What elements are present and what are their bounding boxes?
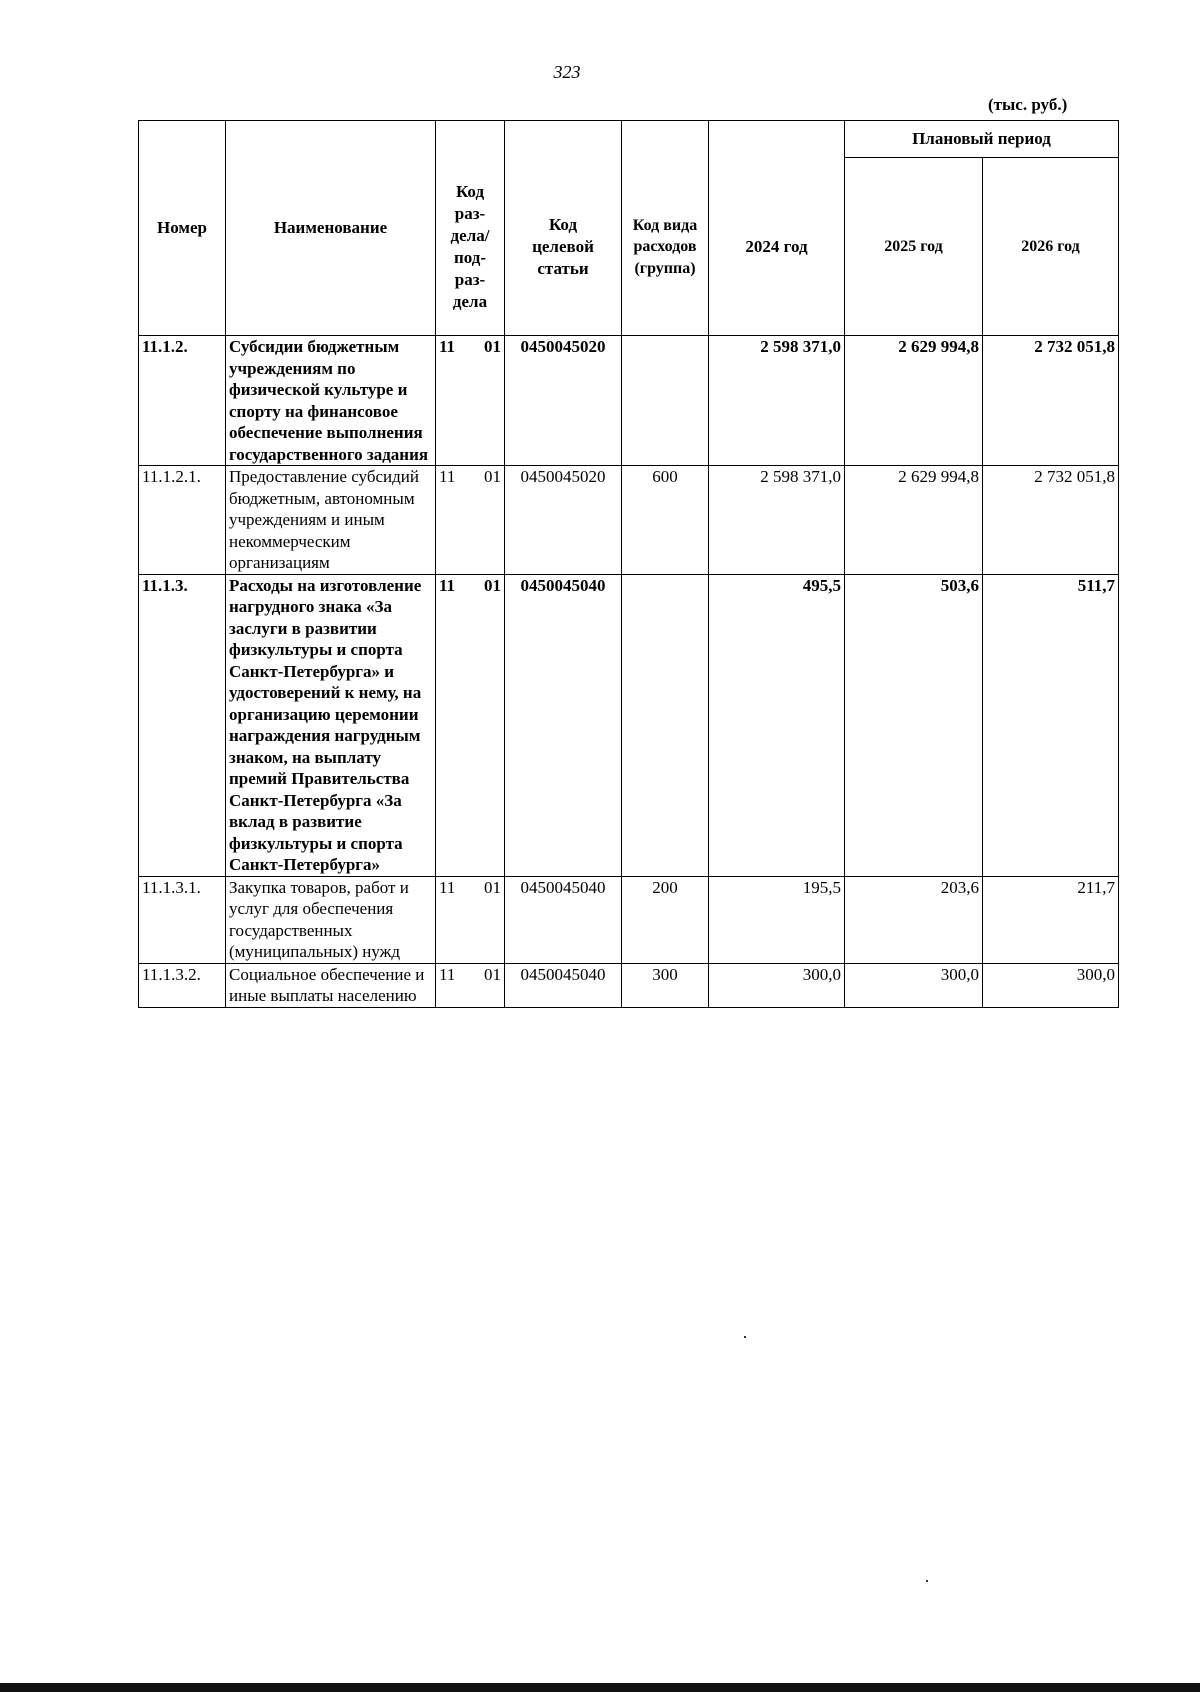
subrazdel-code: 01 bbox=[484, 964, 501, 984]
row-target: 0450045040 bbox=[505, 574, 622, 876]
row-2025: 503,6 bbox=[845, 574, 983, 876]
razdel-wrap bbox=[439, 575, 501, 597]
row-2024: 2 598 371,0 bbox=[709, 336, 845, 466]
row-2026: 300,0 bbox=[983, 963, 1119, 1007]
table-row bbox=[139, 466, 1119, 575]
row-number: 11.1.3.2. bbox=[139, 963, 226, 1007]
row-razdel bbox=[436, 336, 505, 466]
razdel-code: 11 bbox=[439, 337, 456, 356]
row-2024: 195,5 bbox=[709, 876, 845, 963]
units-label: (тыс. руб.) bbox=[988, 95, 1068, 114]
header-expense-type bbox=[622, 121, 709, 336]
header-target-text: Код целевой статьи bbox=[532, 215, 594, 278]
row-2025: 2 629 994,8 bbox=[845, 336, 983, 466]
header-razdel-text: Код раз-дела/ под-раз-дела bbox=[450, 182, 490, 311]
razdel-wrap bbox=[439, 877, 501, 899]
row-razdel bbox=[436, 466, 505, 575]
page-number: 323 bbox=[553, 62, 581, 82]
row-number: 11.1.3.1. bbox=[139, 876, 226, 963]
row-2026: 2 732 051,8 bbox=[983, 466, 1119, 575]
razdel-code: 11 bbox=[439, 575, 456, 595]
row-expense-type: 600 bbox=[622, 466, 709, 575]
razdel-code: 11 bbox=[439, 964, 456, 984]
table-row bbox=[139, 963, 1119, 1007]
row-2024: 300,0 bbox=[709, 963, 845, 1007]
row-target: 0450045040 bbox=[505, 876, 622, 963]
subrazdel-code: 01 bbox=[484, 337, 501, 356]
header-razdel bbox=[436, 121, 505, 336]
row-target: 0450045020 bbox=[505, 336, 622, 466]
row-name: Социальное обеспечение и иные выплаты населению bbox=[226, 963, 436, 1007]
row-2026: 2 732 051,8 bbox=[983, 336, 1119, 466]
table-row bbox=[139, 876, 1119, 963]
row-razdel bbox=[436, 876, 505, 963]
subrazdel-code: 01 bbox=[484, 575, 501, 595]
row-razdel bbox=[436, 963, 505, 1007]
subrazdel-code: 01 bbox=[484, 467, 501, 486]
scan-speck bbox=[926, 1580, 928, 1582]
row-razdel bbox=[436, 574, 505, 876]
row-2025: 203,6 bbox=[845, 876, 983, 963]
table-row bbox=[139, 574, 1119, 876]
scan-speck bbox=[744, 1336, 746, 1338]
razdel-wrap bbox=[439, 466, 501, 488]
row-2025: 300,0 bbox=[845, 963, 983, 1007]
row-name: Субсидии бюджетным учреждениям по физической культуре и спорту на финансовое обеспечение выполнения государственного задания bbox=[226, 336, 436, 466]
row-expense-type bbox=[622, 336, 709, 466]
row-target: 0450045020 bbox=[505, 466, 622, 575]
table-row bbox=[139, 336, 1119, 466]
header-2026: 2026 год bbox=[983, 158, 1119, 336]
header-name: Наименование bbox=[226, 121, 436, 336]
row-target: 0450045040 bbox=[505, 963, 622, 1007]
subrazdel-code: 01 bbox=[484, 877, 501, 897]
row-expense-type bbox=[622, 574, 709, 876]
row-2026: 511,7 bbox=[983, 574, 1119, 876]
header-planned-period: Плановый период bbox=[845, 121, 1119, 158]
row-expense-type: 300 bbox=[622, 963, 709, 1007]
row-name: Закупка товаров, работ и услуг для обеспечения государственных (муниципальных) нужд bbox=[226, 876, 436, 963]
razdel-code: 11 bbox=[439, 877, 456, 897]
row-name: Расходы на изготовление нагрудного знака «За заслуги в развитии физкультуры и спорта Санкт-Петербурга» и удостоверений к нему, на организацию церемонии награждения нагрудным знаком, на выплату премий Правительства Санкт-Петербурга «За вклад в развитие физкультуры и спорта Санкт-Петербурга» bbox=[226, 574, 436, 876]
razdel-wrap bbox=[439, 336, 501, 358]
row-number: 11.1.2. bbox=[139, 336, 226, 466]
razdel-wrap bbox=[439, 964, 501, 986]
table-body bbox=[139, 336, 1119, 1008]
razdel-code: 11 bbox=[439, 467, 456, 486]
row-2024: 495,5 bbox=[709, 574, 845, 876]
table-header bbox=[139, 121, 1119, 336]
header-2025: 2025 год bbox=[845, 158, 983, 336]
row-expense-type: 200 bbox=[622, 876, 709, 963]
budget-table bbox=[138, 120, 1119, 1008]
scan-edge-bar bbox=[0, 1683, 1200, 1692]
header-number: Номер bbox=[139, 121, 226, 336]
row-number: 11.1.2.1. bbox=[139, 466, 226, 575]
header-target bbox=[505, 121, 622, 336]
row-number: 11.1.3. bbox=[139, 574, 226, 876]
row-2024: 2 598 371,0 bbox=[709, 466, 845, 575]
row-name: Предоставление субсидий бюджетным, автономным учреждениям и иным некоммерческим организациям bbox=[226, 466, 436, 575]
row-2026: 211,7 bbox=[983, 876, 1119, 963]
header-expense-type-text: Код вида расходов (группа) bbox=[632, 216, 698, 277]
row-2025: 2 629 994,8 bbox=[845, 466, 983, 575]
header-2024: 2024 год bbox=[709, 121, 845, 336]
